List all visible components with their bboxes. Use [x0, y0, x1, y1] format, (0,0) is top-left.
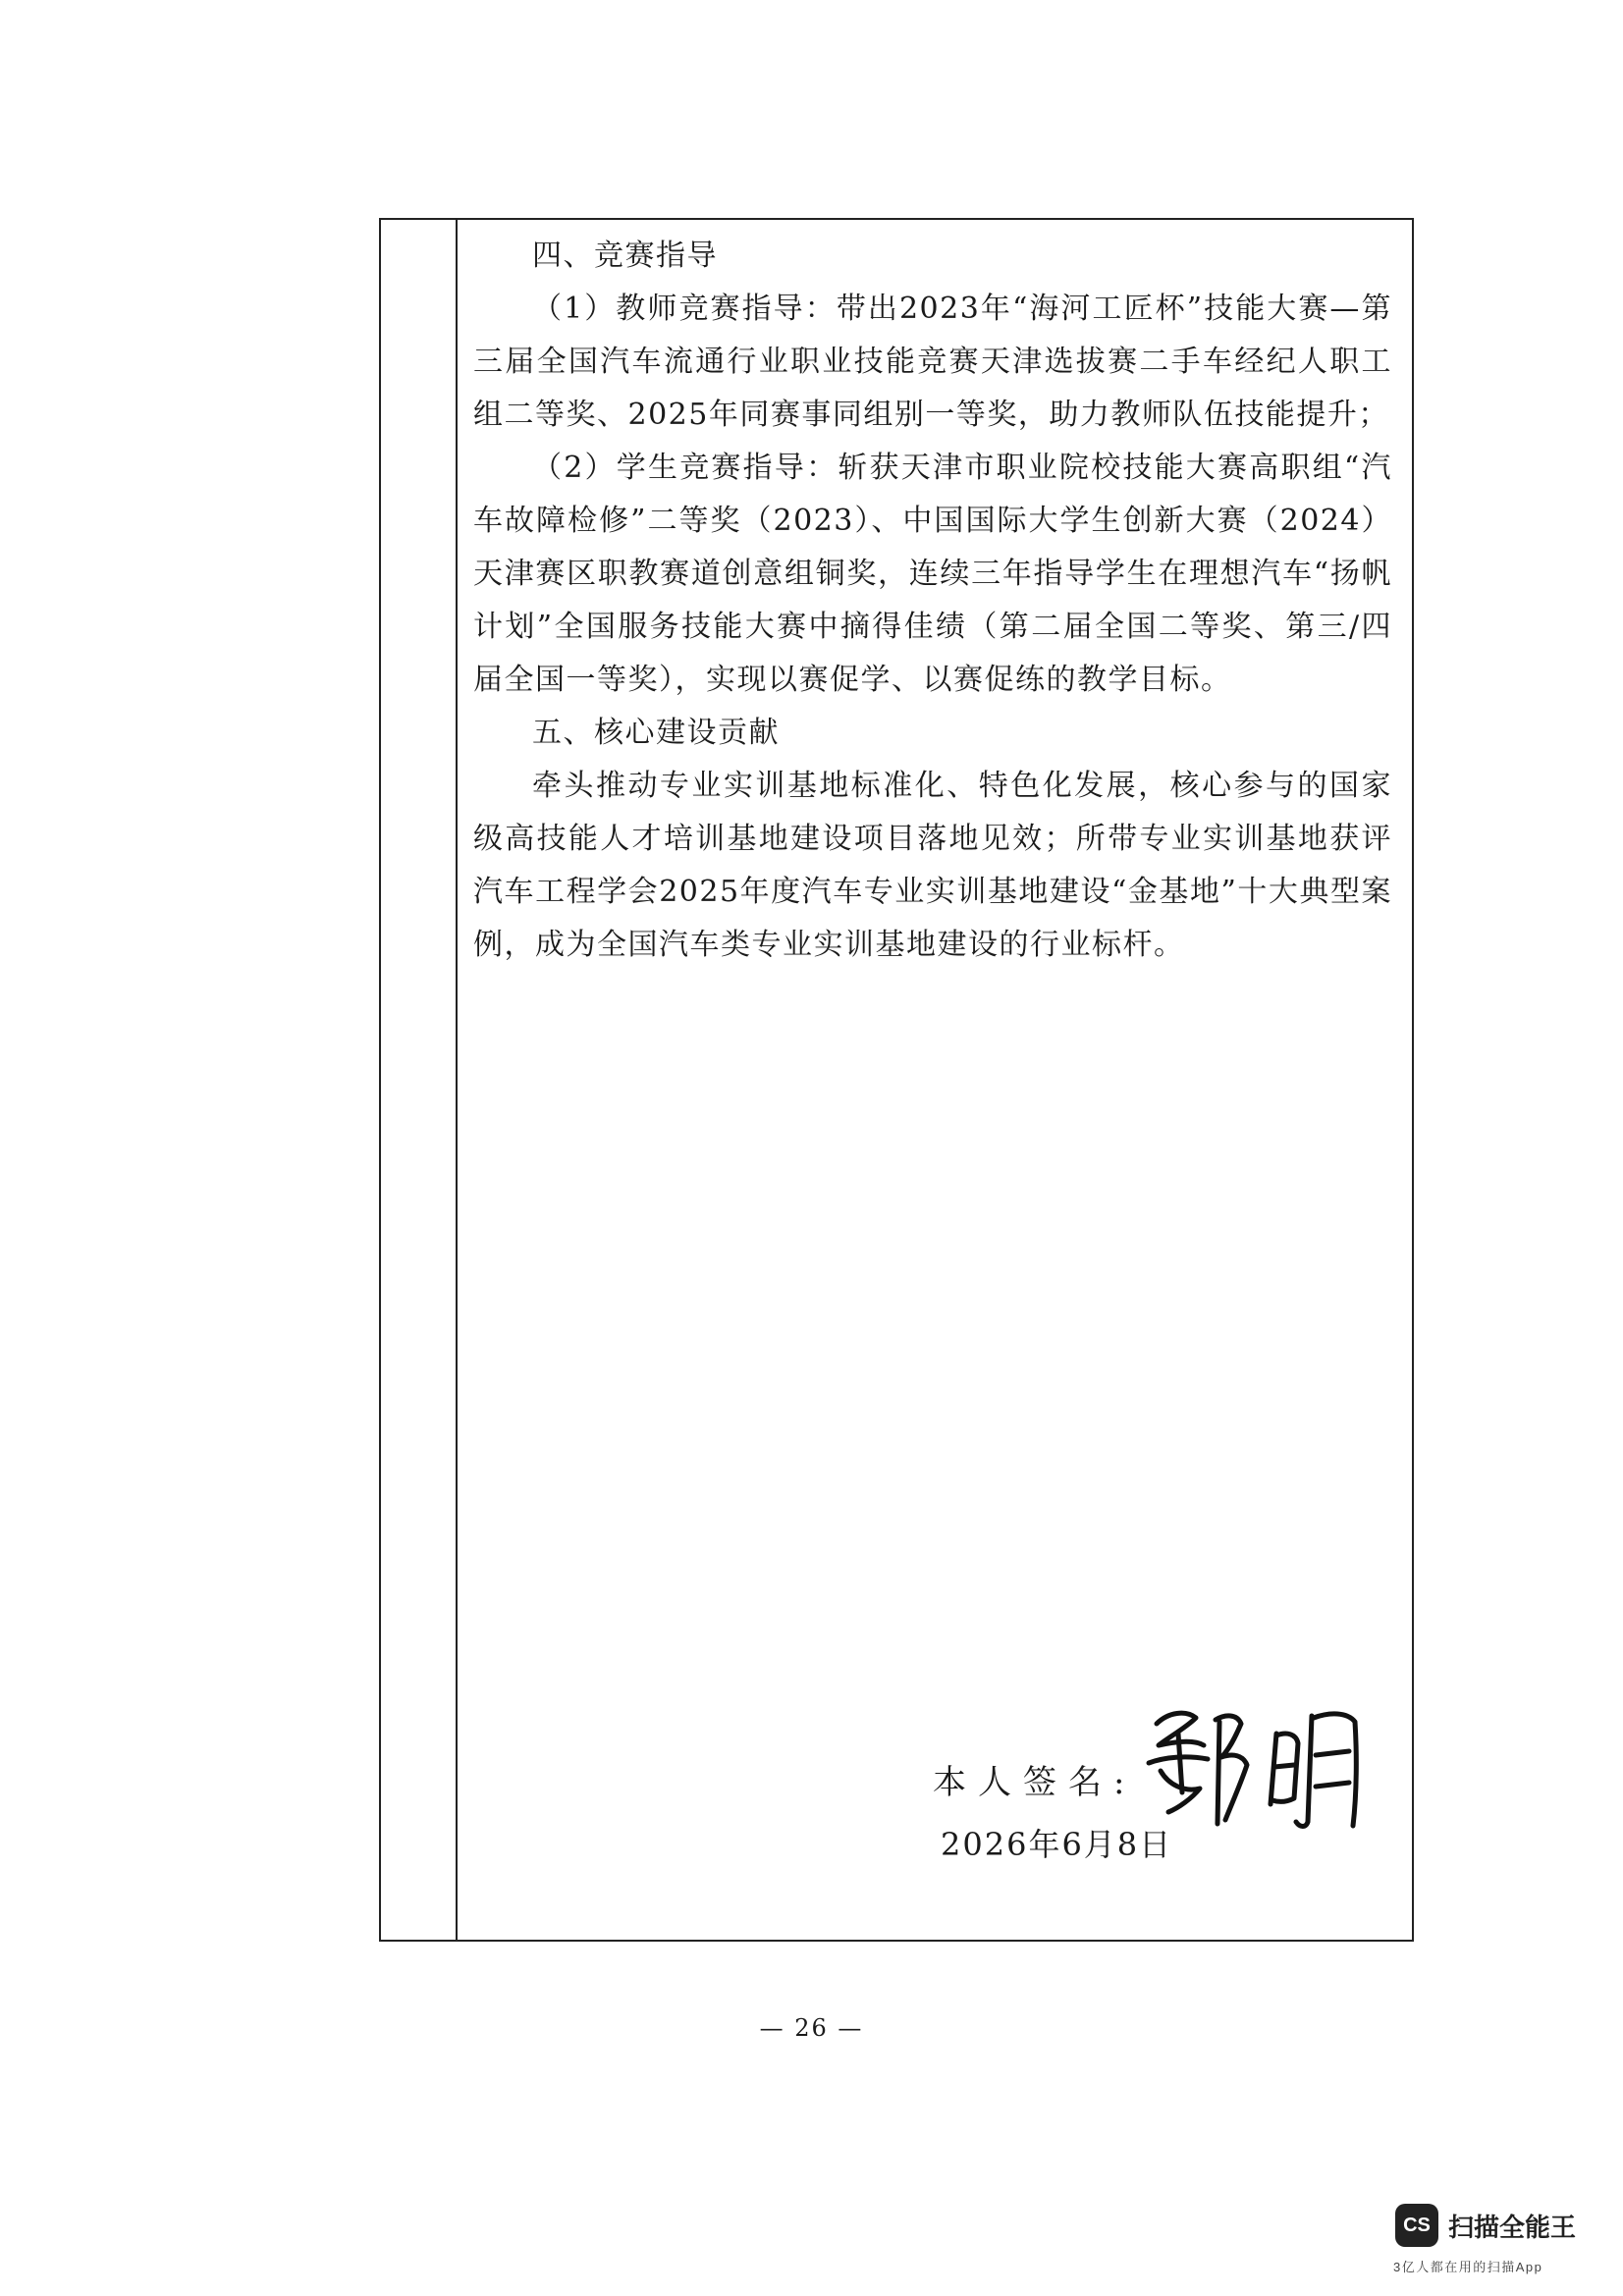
page-number: — 26 — [759, 2014, 864, 2042]
handwritten-signature [1139, 1694, 1375, 1832]
signature-label: 本人签名: [933, 1763, 1137, 1802]
section-heading-contribution: 五、核心建设贡献 [532, 716, 780, 750]
paragraph-teacher-competition: （1）教师竞赛指导：带出2023年“海河工匠杯”技能大赛—第三届全国汽车流通行业职业技能竞赛天津选拔赛二手车经纪人职工组二等奖、2025年同赛事同组别一等奖，助力教师队伍技能提升； [473, 292, 1392, 432]
document-body [473, 230, 1392, 972]
section-heading-competition: 四、竞赛指导 [532, 239, 718, 273]
signature-block [933, 1694, 1375, 1881]
frame-divider [456, 220, 458, 1940]
scanner-watermark [1387, 2200, 1603, 2278]
camscanner-logo-icon: CS [1395, 2204, 1438, 2247]
watermark-subtitle: 3亿人都在用的扫描App [1393, 2260, 1543, 2274]
signature-date: 2026年6月8日 [941, 1826, 1173, 1863]
watermark-title: 扫描全能王 [1448, 2213, 1577, 2242]
paragraph-student-competition: （2）学生竞赛指导：斩获天津市职业院校技能大赛高职组“汽车故障检修”二等奖（2023）、中国国际大学生创新大赛（2024）天津赛区职教赛道创意组铜奖，连续三年指导学生在理想汽车“扬帆计划”全国服务技能大赛中摘得佳绩（第二届全国二等奖、第三/四届全国一等奖），实现以赛促学、以赛促练的教学目标。 [473, 451, 1392, 697]
form-frame [379, 218, 1414, 1942]
paragraph-contribution: 牵头推动专业实训基地标准化、特色化发展，核心参与的国家级高技能人才培训基地建设项目落地见效；所带专业实训基地获评汽车工程学会2025年度汽车专业实训基地建设“金基地”十大典型案例，成为全国汽车类专业实训基地建设的行业标杆。 [473, 769, 1392, 962]
